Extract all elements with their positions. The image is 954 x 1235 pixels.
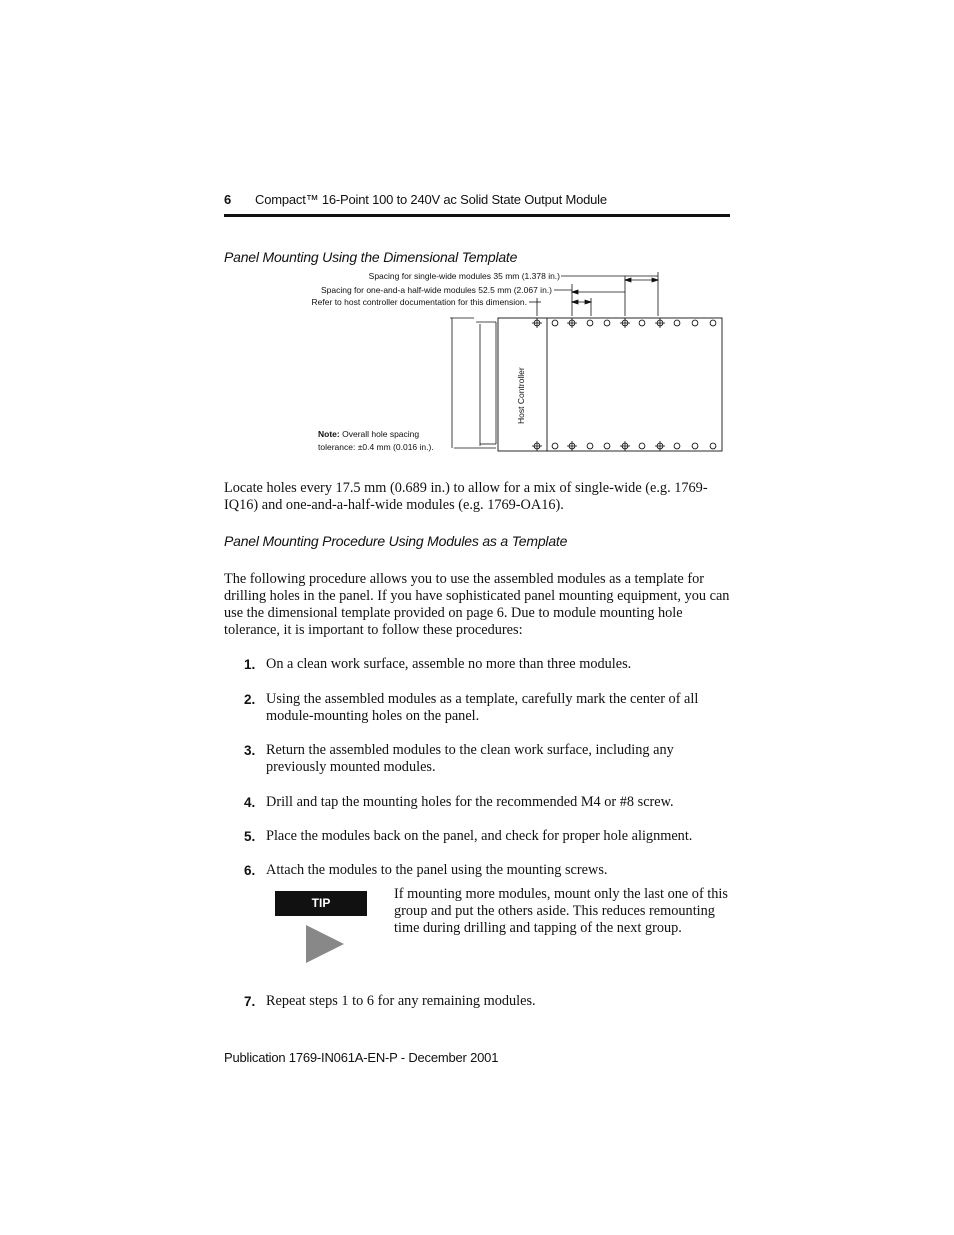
publication-footer: Publication 1769-IN061A-EN-P - December 2001 [224,1050,499,1065]
mounting-hole [639,443,645,449]
mounting-hole [674,320,680,326]
header-title: Compact™ 16-Point 100 to 240V ac Solid State Output Module [255,192,607,207]
step-number: 2. [244,692,256,707]
mounting-hole [604,443,610,449]
mounting-hole [604,320,610,326]
step-text: Attach the modules to the panel using the mounting screws. [266,862,608,878]
section-title-dimensional-template: Panel Mounting Using the Dimensional Template [224,249,518,265]
step-number: 6. [244,863,256,878]
locate-holes-text: Locate holes every 17.5 mm (0.689 in.) to allow for a mix of single-wide (e.g. 1769-IQ16) and one-and-a-half-wide modules (e.g. 1769-OA16). [224,480,708,513]
mounting-hole [655,441,665,451]
note-text-line1: Note: Overall hole spacing [318,429,420,439]
mounting-hole [620,441,630,451]
label-single-wide: Spacing for single-wide modules 35 mm (1.378 in.) [368,271,560,281]
mounting-hole [567,318,577,328]
step-number: 4. [244,795,256,810]
step-number: 1. [244,657,256,672]
mounting-hole [655,318,665,328]
mounting-hole [552,320,558,326]
procedure-intro-text: The following procedure allows you to use the assembled modules as a template for drilling holes in the panel. If you have sophisticated panel mounting equipment, you can use the dimensional template provided on page 6. Due to module mounting hole tolerance, it is important to follow these procedures: [224,571,730,638]
mounting-hole [710,320,716,326]
label-one-and-half: Spacing for one-and-a half-wide modules 52.5 mm (2.067 in.) [320,285,552,295]
mounting-hole [710,443,716,449]
tip-badge: TIP [275,891,367,916]
mounting-hole [532,318,542,328]
mounting-hole [532,441,542,451]
panel-outline [498,318,722,451]
mounting-hole [552,443,558,449]
step-text: Drill and tap the mounting holes for the recommended M4 or #8 screw. [266,794,674,810]
mounting-hole [587,443,593,449]
host-controller-label: Host Controller [516,367,526,424]
page-number: 6 [224,192,232,207]
mounting-hole [674,443,680,449]
mounting-hole [692,320,698,326]
step-number: 7. [244,994,256,1009]
step-text: Return the assembled modules to the clean work surface, including any previously mounted modules. [266,742,674,775]
header-rule [224,214,730,217]
mounting-hole [587,320,593,326]
step-text: Repeat steps 1 to 6 for any remaining modules. [266,993,536,1009]
mounting-hole [639,320,645,326]
mounting-holes-bottom [532,441,716,451]
label-host-doc: Refer to host controller documentation for this dimension. [311,297,527,307]
page-header [224,192,730,218]
section-title-procedure: Panel Mounting Procedure Using Modules as a Template [224,533,568,549]
tip-arrow-icon [306,925,344,963]
mounting-hole [620,318,630,328]
step-text: On a clean work surface, assemble no more than three modules. [266,656,632,672]
mounting-holes-top [532,318,716,328]
step-number: 5. [244,829,256,844]
step-text: Place the modules back on the panel, and check for proper hole alignment. [266,828,693,844]
step-number: 3. [244,743,256,758]
note-text-line2: tolerance: ±0.4 mm (0.016 in.). [318,442,434,452]
mounting-hole [692,443,698,449]
mounting-hole [567,441,577,451]
panel-mounting-diagram [296,266,736,458]
vertical-dimension-lines [450,318,496,448]
tip-text: If mounting more modules, mount only the last one of this group and put the others aside. This reduces remounting time during drilling and tapping of the next group. [394,886,728,936]
step-text: Using the assembled modules as a template, carefully mark the center of all module-mounting holes on the panel. [266,691,699,724]
